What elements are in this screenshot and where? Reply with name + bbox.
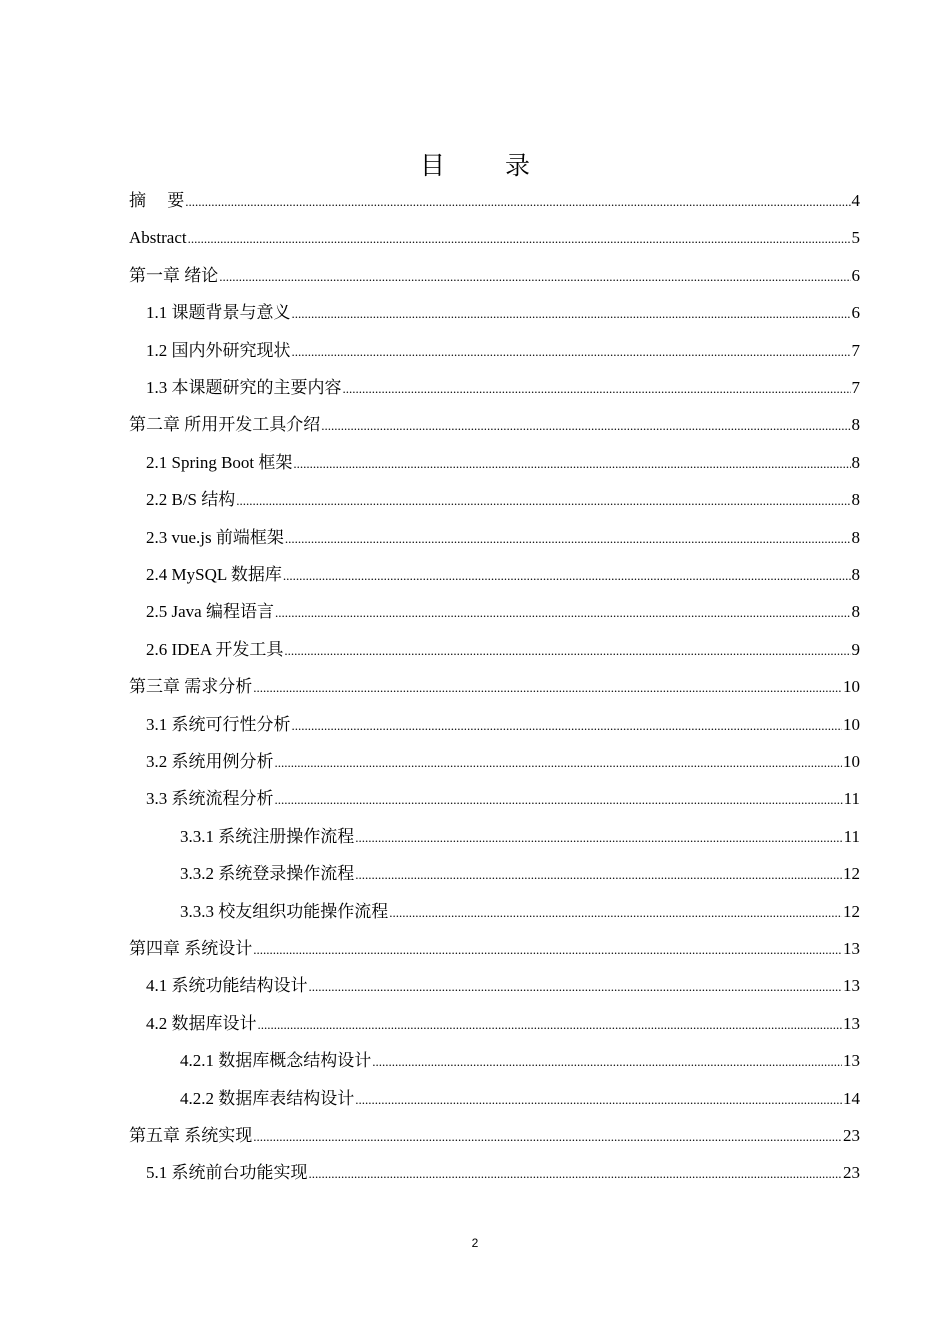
toc-leader-dots: [355, 823, 842, 853]
toc-entry-label: 第五章 系统实现: [129, 1126, 253, 1145]
toc-title-char-1: 目: [419, 151, 445, 180]
toc-entry[interactable]: [146, 560, 860, 590]
toc-entry-label: 3.1 系统可行性分析: [146, 714, 291, 734]
toc-entry-label: 5.1 系统前台功能实现: [146, 1163, 308, 1183]
toc-entry-page: 4: [851, 191, 860, 210]
toc-leader-dots: [309, 972, 843, 1002]
toc-leader-dots: [293, 449, 850, 479]
toc-entry-page: 7: [851, 378, 860, 397]
toc-entry-label: 第四章 系统设计: [129, 939, 253, 958]
toc-entry-page: 5: [851, 228, 860, 248]
toc-entry-label: 第一章 绪论: [129, 265, 219, 285]
toc-leader-dots: [253, 673, 842, 703]
toc-entry[interactable]: [146, 298, 860, 328]
toc-entry-label: 3.2 系统用例分析: [146, 752, 274, 771]
toc-entry[interactable]: [146, 597, 860, 627]
toc-entry[interactable]: [146, 373, 860, 403]
toc-title-char-2: 录: [505, 151, 531, 180]
toc-leader-dots: [343, 374, 851, 404]
toc-entry[interactable]: [180, 859, 860, 889]
toc-entry-label: 2.5 Java 编程语言: [146, 602, 274, 622]
toc-entry-page: 9: [851, 639, 860, 659]
toc-entry-page: 10: [843, 714, 860, 734]
toc-entry-label: 3.3.2 系统登录操作流程: [180, 864, 355, 884]
toc-entry-page: 8: [851, 490, 860, 510]
toc-entry[interactable]: [146, 747, 860, 777]
toc-entry-label: 2.4 MySQL 数据库: [146, 565, 282, 584]
toc-entry[interactable]: [180, 1084, 860, 1114]
toc-entry-page: 7: [851, 340, 860, 360]
toc-entry-label: 第三章 需求分析: [129, 677, 253, 697]
toc-entry-label: 4.1 系统功能结构设计: [146, 976, 308, 996]
toc-entry-page: 12: [843, 901, 860, 921]
toc-entry-page: 13: [843, 939, 860, 958]
toc-leader-dots: [292, 711, 843, 741]
toc-entry-label: 1.1 课题背景与意义: [146, 303, 291, 323]
toc-leader-dots: [285, 524, 851, 554]
page-number: 2: [471, 1236, 479, 1250]
toc-entry[interactable]: [129, 672, 860, 702]
toc-leader-dots: [372, 1047, 842, 1077]
toc-leader-dots: [292, 337, 851, 367]
toc-leader-dots: [275, 598, 851, 628]
toc-entry-page: 8: [851, 602, 860, 622]
toc-leader-dots: [236, 486, 850, 516]
toc-leader-dots: [185, 187, 850, 217]
toc-leader-dots: [253, 935, 842, 965]
toc-leader-dots: [283, 561, 851, 591]
toc-entry-page: 23: [843, 1126, 860, 1145]
toc-entry-label: 2.6 IDEA 开发工具: [146, 639, 284, 659]
toc-entry[interactable]: [129, 261, 860, 291]
toc-entry[interactable]: [180, 822, 860, 852]
toc-entry[interactable]: [146, 971, 860, 1001]
toc-entry-label: 4.2.1 数据库概念结构设计: [180, 1051, 372, 1071]
toc-entry-page: 11: [843, 826, 860, 846]
toc-leader-dots: [188, 224, 851, 254]
toc-entry-label: 1.3 本课题研究的主要内容: [146, 378, 342, 397]
toc-leader-dots: [275, 748, 843, 778]
toc-entry-page: 12: [843, 864, 860, 884]
toc-entry[interactable]: [146, 710, 860, 740]
toc-leader-dots: [355, 860, 842, 890]
toc-entry[interactable]: [146, 635, 860, 665]
toc-leader-dots: [258, 1010, 843, 1040]
toc-entry-label: 第二章 所用开发工具介绍: [129, 415, 321, 435]
toc-entry-label: Abstract: [129, 228, 187, 248]
toc-leader-dots: [284, 636, 850, 666]
toc-entry[interactable]: [146, 336, 860, 366]
toc-entry-page: 8: [851, 452, 860, 472]
toc-entry[interactable]: [146, 1158, 860, 1188]
toc-entry-label: 2.3 vue.js 前端框架: [146, 527, 284, 547]
toc-entry[interactable]: [146, 1009, 860, 1039]
toc-entry[interactable]: [129, 186, 860, 216]
toc-entry-label: 摘 要: [129, 191, 185, 210]
toc-entry-label: 3.3.3 校友组织功能操作流程: [180, 901, 389, 921]
toc-entry-page: 8: [851, 415, 860, 435]
toc-entry-label: 3.3 系统流程分析: [146, 789, 274, 809]
toc-entry-page: 10: [843, 677, 860, 697]
toc-entry-label: 1.2 国内外研究现状: [146, 340, 291, 360]
toc-entry-label: 2.1 Spring Boot 框架: [146, 452, 293, 472]
toc-leader-dots: [355, 1085, 842, 1115]
toc-entry-page: 13: [843, 1013, 860, 1033]
toc-entry[interactable]: [146, 784, 860, 814]
toc-leader-dots: [275, 785, 843, 815]
toc-leader-dots: [309, 1159, 843, 1189]
toc-entry-page: 10: [843, 752, 860, 771]
toc-entry-page: 13: [843, 976, 860, 996]
toc-entry-page: 14: [843, 1088, 860, 1108]
toc-entry-page: 23: [843, 1163, 860, 1183]
toc-leader-dots: [321, 411, 850, 441]
toc-entry[interactable]: [180, 1046, 860, 1076]
toc-entry-page: 8: [851, 527, 860, 547]
toc-entry[interactable]: [146, 485, 860, 515]
toc-entry-label: 4.2.2 数据库表结构设计: [180, 1088, 355, 1108]
toc-leader-dots: [219, 262, 850, 292]
toc-entry[interactable]: [146, 523, 860, 553]
toc-entry-page: 11: [843, 789, 860, 809]
toc-entry-label: 2.2 B/S 结构: [146, 490, 236, 510]
toc-entry[interactable]: [129, 934, 860, 964]
toc-entry[interactable]: [146, 448, 860, 478]
toc-leader-dots: [253, 1122, 842, 1152]
toc-entry-page: 6: [851, 265, 860, 285]
toc-entry[interactable]: [180, 897, 860, 927]
toc-entry-page: 13: [843, 1051, 860, 1071]
toc-leader-dots: [389, 898, 842, 928]
toc-entry[interactable]: [129, 410, 860, 440]
toc-entry-label: 3.3.1 系统注册操作流程: [180, 826, 355, 846]
toc-leader-dots: [292, 299, 851, 329]
toc-entry-label: 4.2 数据库设计: [146, 1013, 257, 1033]
toc-entry-page: 8: [851, 565, 860, 584]
toc-entry[interactable]: [129, 223, 860, 253]
toc-entry-page: 6: [851, 303, 860, 323]
toc-title: [0, 146, 950, 182]
toc-entry[interactable]: [129, 1121, 860, 1151]
